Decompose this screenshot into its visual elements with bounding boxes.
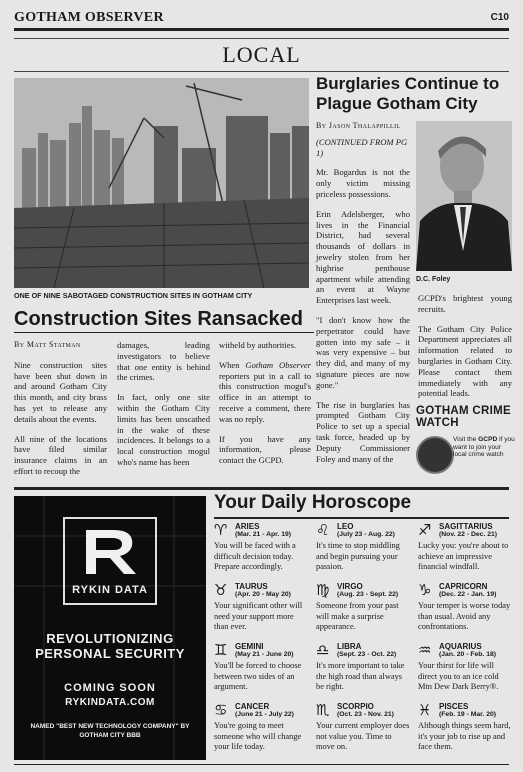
zodiac-virgo-icon: ♍ [316,581,330,599]
sign-name: TAURUS [235,582,268,591]
paragraph: When Gotham Observer reporters put in a call to this construction mogul's office in an attempt to receive a comment, there was no reply. [219,359,311,424]
ad-award: NAMED "BEST NEW TECHNOLOGY COMPANY" BY GOTHAM CITY BBB [30,723,190,739]
crime-watch-text: Visit the GCPD if you want to join your local crime watch [453,436,515,458]
paragraph: GCPD's brightest young recruits. [418,293,512,314]
sign-dates: (Dec. 22 - Jan. 19) [439,591,497,598]
sign-name: LIBRA [337,642,362,651]
sign-text: You will be faced with a difficult decision today. Prepare accordingly. [214,541,296,572]
zodiac-sagittarius-icon: ♐ [418,521,432,539]
photo-caption: ONE OF NINE SABOTAGED CONSTRUCTION SITES IN GOTHAM CITY [14,291,253,300]
sign-dates: (May 21 - June 20) [235,651,294,658]
construction-column-3 [219,340,311,475]
sign-text: Your current employer does not value you. Time to move on. [316,721,410,752]
burglary-headline: Burglaries Continue to Plague Gotham City [316,74,500,113]
masthead [14,8,509,31]
sign-text: Although things seem hard, it's your job to rise up and face them. [418,721,511,752]
sign-dates: (July 23 - Aug. 22) [337,531,395,538]
sign-dates: (Nov. 22 - Dec. 21) [439,531,498,538]
portrait-caption: D.C. Foley [416,276,451,283]
sign-text: Your temper is worse today than usual. Avoid any confrontations. [418,601,511,632]
sign-name: CAPRICORN [439,582,488,591]
zodiac-libra-icon: ♎ [316,641,330,659]
paragraph: The rise in burglaries has prompted Gotham City Police to set up a special task force, headed up by Deputy Commissioner Foley and many of the [316,399,410,464]
paragraph: If you have any information, please contact the GCPD. [219,433,311,466]
construction-headline: Construction Sites Ransacked [14,306,314,333]
zodiac-capricorn-icon: ♑ [418,581,432,599]
paragraph: Mr. Bogardus is not the only victim missing priceless possessions. [316,167,410,199]
ad-coming-soon: COMING SOON [64,682,156,694]
zodiac-gemini-icon: ♊ [214,641,228,659]
sign-text: Someone from your past will make a surprise appearance. [316,601,399,632]
ad-brand: RYKIN DATA [72,584,148,596]
rykin-data-ad [14,496,206,760]
sign-name: AQUARIUS [439,642,482,651]
zodiac-scorpio-icon: ♏ [316,701,330,719]
construction-column-2 [117,340,210,477]
section-title: LOCAL [14,38,509,72]
zodiac-leo-icon: ♌ [316,521,330,539]
burglary-byline: By Jason Thalappillil [316,121,401,130]
sign-dates: (Oct. 23 - Nov. 21) [337,711,394,718]
ad-url: RYKINDATA.COM [65,697,155,708]
sign-dates: (Apr. 20 - May 20) [235,591,291,598]
sign-name: ARIES [235,522,260,531]
sign-name: GEMINI [235,642,264,651]
burglary-column-1 [316,121,410,473]
zodiac-aquarius-icon: ♒ [418,641,432,659]
paragraph: witheld by authorities. [219,340,297,350]
sign-name: CANCER [235,702,270,711]
paragraph: "I don't know how the perpetrator could have gotten into my safe – it was very expensive – but they did, and many of my signature pieces are now gone." [316,314,410,390]
sign-name: SCORPIO [337,702,374,711]
bottom-rule [14,764,509,765]
construction-site-photo [14,78,309,288]
sign-text: It's more important to take the high road than always be right. [316,661,405,692]
burglary-column-2 [418,293,512,408]
sign-text: Lucky you: you're about to achieve an impressive financial windfall. [418,541,509,572]
gcpd-badge-icon [416,436,454,474]
zodiac-taurus-icon: ♉ [214,581,228,599]
sign-dates: (Mar. 21 - Apr. 19) [235,531,292,538]
horoscope-title: Your Daily Horoscope [214,492,412,513]
section-divider [14,487,509,490]
sign-text: It's time to stop middling and begin pursuing your passion. [316,541,400,572]
sign-dates: (Sept. 23 - Oct. 22) [337,651,397,658]
continued-note: (CONTINUED FROM PG 1) [316,136,408,158]
crime-watch-title: GOTHAM CRIME WATCH [416,405,511,429]
sign-name: LEO [337,522,354,531]
zodiac-cancer-icon: ♋ [214,701,228,719]
sign-text: You're going to meet someone who will change your life today. [214,721,302,752]
horoscope-rule [214,517,509,519]
page-number: C10 [490,12,509,23]
zodiac-aries-icon: ♈ [214,521,228,539]
paragraph: damages, leading investigators to believe that one entity is behind the crimes. [117,340,210,383]
sign-dates: (Feb. 19 - Mar. 20) [439,711,497,718]
sign-text: Your thirst for life will direct you to an ice cold Mtn Dew Dark Berry®. [418,661,499,692]
sign-dates: (Aug. 23 - Sept. 22) [337,591,399,598]
paragraph: In fact, only one site within the Gotham City limits has been unscathed in the wake of these incidences. It belongs to a local construction mogul who's name has been [117,392,210,467]
sign-name: SAGITTARIUS [439,522,493,531]
ad-tagline: REVOLUTIONIZING PERSONAL SECURITY [35,631,185,661]
sign-text: You'll be forced to choose between two sides of an argument. [214,661,302,692]
sign-name: PISCES [439,702,469,711]
paragraph: The Gotham City Police Department appreciates all information related to burglaries in Gotham City. Please contact them immediately with any potential leads. [418,323,512,399]
paragraph: Nine construction sites have been shut down in and around Gotham City this month, and city brass has yet to release any details about the events. [14,359,107,424]
sign-text: Your significant other will need your support more than ever. [214,601,303,632]
sign-dates: (June 21 - July 22) [235,711,294,718]
zodiac-pisces-icon: ♓ [418,701,432,719]
sign-name: VIRGO [337,582,363,591]
paragraph: Erin Adelsberger, who lives in the Financial District, had several thousands of dollars in jewelry stolen from her highrise penthouse apartment while attending an event at Wayne Enterprises last week. [316,208,410,306]
construction-byline: By Matt Statman [14,340,81,349]
construction-column-1 [14,340,107,486]
newspaper-name: GOTHAM OBSERVER [14,10,164,25]
foley-portrait [416,121,512,271]
paragraph: All nine of the locations have filed similar insurance claims in an effort to recoup the [14,433,107,476]
sign-dates: (Jan. 20 - Feb. 18) [439,651,497,658]
